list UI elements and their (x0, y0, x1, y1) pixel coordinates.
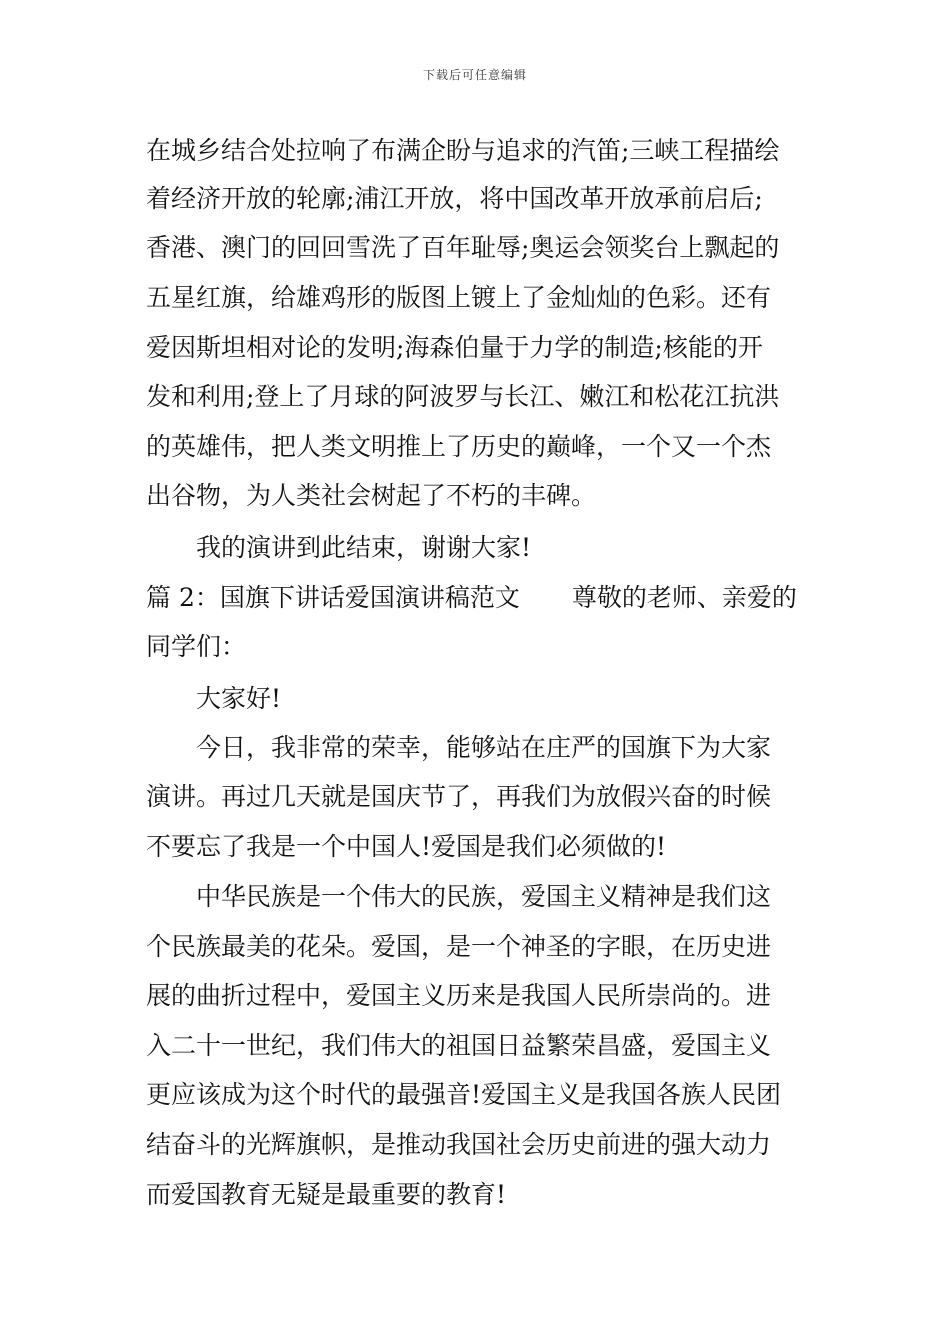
section-heading: 篇 2：国旗下讲话爱国演讲稿范文 (146, 583, 520, 612)
body-line: 发和利用;登上了月球的阿波罗与长江、嫩江和松花江抗洪 (146, 382, 780, 411)
closing-line: 我的演讲到此结束，谢谢大家! (196, 533, 532, 562)
body-line: 香港、澳门的回回雪洗了百年耻辱;奥运会领奖台上飘起的 (146, 233, 780, 262)
body-line: 而爱国教育无疑是最重要的教育! (146, 1180, 507, 1209)
body-line: 爱因斯坦相对论的发明;海森伯量于力学的制造;核能的开 (146, 333, 763, 362)
salutation: 尊敬的老师、亲爱的 (571, 583, 797, 612)
body-line: 五星红旗，给雄鸡形的版图上镀上了金灿灿的色彩。还有 (146, 283, 772, 312)
body-line: 更应该成为这个时代的最强音!爱国主义是我国各族人民团 (146, 1080, 782, 1109)
body-line: 演讲。再过几天就是国庆节了，再我们为放假兴奋的时候 (146, 782, 772, 811)
body-line: 今日，我非常的荣幸，能够站在庄严的国旗下为大家 (196, 733, 772, 762)
greeting: 大家好! (196, 684, 282, 713)
body-line: 入二十一世纪，我们伟大的祖国日益繁荣昌盛，爱国主义 (146, 1031, 772, 1060)
section-heading-line (146, 583, 797, 613)
body-line: 在城乡结合处拉响了布满企盼与追求的汽笛;三峡工程描绘 (146, 136, 780, 165)
body-line: 中华民族是一个伟大的民族，爱国主义精神是我们这 (196, 882, 772, 911)
body-line: 个民族最美的花朵。爱国，是一个神圣的字眼，在历史进 (146, 932, 772, 961)
salutation-continued: 同学们： (146, 632, 247, 661)
body-line: 着经济开放的轮廓;浦江开放，将中国改革开放承前启后; (146, 184, 763, 213)
body-line: 展的曲折过程中，爱国主义历来是我国人民所崇尚的。进 (146, 981, 772, 1010)
body-line: 结奋斗的光辉旗帜，是推动我国社会历史前进的强大动力 (146, 1130, 772, 1159)
body-line: 不要忘了我是一个中国人!爱国是我们必须做的! (146, 832, 667, 861)
page-header: 下载后可任意编辑 (422, 68, 527, 82)
body-line: 的英雄伟，把人类文明推上了历史的巅峰，一个又一个杰 (146, 432, 772, 461)
body-line: 出谷物，为人类社会树起了不朽的丰碑。 (146, 481, 597, 510)
